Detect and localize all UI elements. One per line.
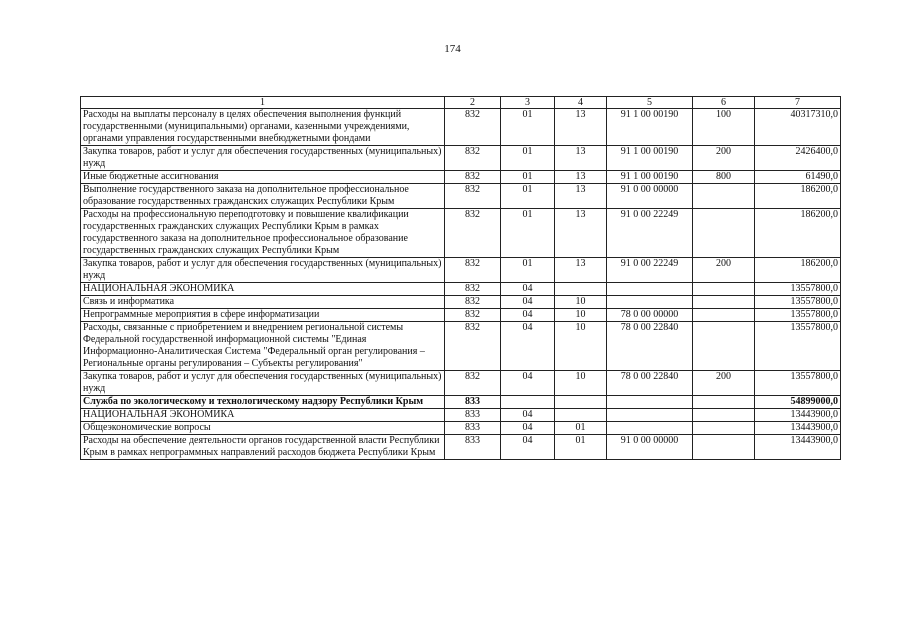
row-name-cell: Служба по экологическому и технологическому надзору Республики Крым <box>81 396 445 409</box>
target-article-cell: 91 0 00 00000 <box>607 435 693 460</box>
amount-cell: 186200,0 <box>755 258 841 283</box>
budget-table <box>80 96 841 460</box>
table-row <box>81 171 841 184</box>
section-cell: 01 <box>501 258 555 283</box>
target-article-cell: 91 1 00 00190 <box>607 146 693 171</box>
subsection-cell <box>555 396 607 409</box>
expense-type-cell <box>693 409 755 422</box>
section-cell: 04 <box>501 435 555 460</box>
section-cell: 04 <box>501 422 555 435</box>
target-article-cell: 78 0 00 22840 <box>607 322 693 371</box>
gr-cell: 832 <box>445 322 501 371</box>
target-article-cell <box>607 409 693 422</box>
expense-type-cell <box>693 322 755 371</box>
expense-type-cell: 200 <box>693 146 755 171</box>
amount-cell: 54899000,0 <box>755 396 841 409</box>
subsection-cell <box>555 283 607 296</box>
section-cell: 04 <box>501 409 555 422</box>
section-cell: 04 <box>501 309 555 322</box>
amount-cell: 61490,0 <box>755 171 841 184</box>
table-row <box>81 184 841 209</box>
column-header: 7 <box>755 97 841 109</box>
subsection-cell: 10 <box>555 322 607 371</box>
gr-cell: 833 <box>445 422 501 435</box>
target-article-cell: 91 1 00 00190 <box>607 171 693 184</box>
section-cell: 01 <box>501 171 555 184</box>
column-header: 4 <box>555 97 607 109</box>
gr-cell: 833 <box>445 409 501 422</box>
subsection-cell: 10 <box>555 296 607 309</box>
section-cell: 04 <box>501 371 555 396</box>
gr-cell: 832 <box>445 309 501 322</box>
gr-cell: 832 <box>445 283 501 296</box>
expense-type-cell: 200 <box>693 371 755 396</box>
row-name-cell: Расходы, связанные с приобретением и внедрением региональной системы Федеральной государственной информационной системы "Единая Информационно-Аналитическая Система "Федеральный орган регулирования – Региональные органы регулирования – Субъекты регулирования" <box>81 322 445 371</box>
gr-cell: 833 <box>445 396 501 409</box>
row-name-cell: Закупка товаров, работ и услуг для обеспечения государственных (муниципальных) нужд <box>81 258 445 283</box>
amount-cell: 186200,0 <box>755 184 841 209</box>
target-article-cell: 91 1 00 00190 <box>607 109 693 146</box>
subsection-cell: 01 <box>555 422 607 435</box>
section-cell: 01 <box>501 209 555 258</box>
expense-type-cell <box>693 209 755 258</box>
gr-cell: 832 <box>445 109 501 146</box>
expense-type-cell <box>693 296 755 309</box>
subsection-cell: 13 <box>555 171 607 184</box>
gr-cell: 832 <box>445 296 501 309</box>
amount-cell: 2426400,0 <box>755 146 841 171</box>
subsection-cell: 13 <box>555 209 607 258</box>
subsection-cell: 13 <box>555 146 607 171</box>
row-name-cell: Расходы на профессиональную переподготовку и повышение квалификации государственных гражданских служащих Республики Крым в рамках государственного заказа на дополнительное профессиональное образование государственных гражданских служащих Республики Крым <box>81 209 445 258</box>
subsection-cell: 13 <box>555 258 607 283</box>
table-row <box>81 296 841 309</box>
amount-cell: 186200,0 <box>755 209 841 258</box>
header-row <box>81 97 841 109</box>
amount-cell: 13557800,0 <box>755 309 841 322</box>
expense-type-cell: 800 <box>693 171 755 184</box>
target-article-cell: 78 0 00 00000 <box>607 309 693 322</box>
subsection-cell: 01 <box>555 435 607 460</box>
target-article-cell: 91 0 00 00000 <box>607 184 693 209</box>
column-header: 6 <box>693 97 755 109</box>
expense-type-cell <box>693 184 755 209</box>
table-row <box>81 309 841 322</box>
gr-cell: 832 <box>445 209 501 258</box>
expense-type-cell <box>693 422 755 435</box>
row-name-cell: Расходы на обеспечение деятельности органов государственной власти Республики Крым в рамках непрограммных направлений расходов бюджета Республики Крым <box>81 435 445 460</box>
amount-cell: 13443900,0 <box>755 409 841 422</box>
amount-cell: 13443900,0 <box>755 422 841 435</box>
row-name-cell: Непрограммные мероприятия в сфере информатизации <box>81 309 445 322</box>
column-header: 1 <box>81 97 445 109</box>
table-row <box>81 371 841 396</box>
subsection-cell <box>555 409 607 422</box>
target-article-cell: 91 0 00 22249 <box>607 209 693 258</box>
table-row <box>81 209 841 258</box>
amount-cell: 13557800,0 <box>755 371 841 396</box>
expense-type-cell <box>693 309 755 322</box>
table-row <box>81 435 841 460</box>
target-article-cell <box>607 296 693 309</box>
expense-type-cell <box>693 396 755 409</box>
expense-type-cell <box>693 283 755 296</box>
amount-cell: 13443900,0 <box>755 435 841 460</box>
row-name-cell: Закупка товаров, работ и услуг для обеспечения государственных (муниципальных) нужд <box>81 371 445 396</box>
gr-cell: 833 <box>445 435 501 460</box>
table-row <box>81 396 841 409</box>
amount-cell: 40317310,0 <box>755 109 841 146</box>
amount-cell: 13557800,0 <box>755 296 841 309</box>
section-cell: 04 <box>501 296 555 309</box>
row-name-cell: Расходы на выплаты персоналу в целях обеспечения выполнения функций государственными (муниципальными) органами, казенными учреждениями, органами управления государственными внебюджетными фондами <box>81 109 445 146</box>
section-cell: 04 <box>501 322 555 371</box>
target-article-cell <box>607 396 693 409</box>
subsection-cell: 10 <box>555 309 607 322</box>
page-number: 174 <box>444 43 461 55</box>
table-row <box>81 258 841 283</box>
row-name-cell: Выполнение государственного заказа на дополнительное профессиональное образование государственных гражданских служащих Республики Крым <box>81 184 445 209</box>
expense-type-cell: 200 <box>693 258 755 283</box>
section-cell: 01 <box>501 146 555 171</box>
gr-cell: 832 <box>445 146 501 171</box>
target-article-cell: 78 0 00 22840 <box>607 371 693 396</box>
row-name-cell: Связь и информатика <box>81 296 445 309</box>
section-cell: 01 <box>501 184 555 209</box>
column-header: 3 <box>501 97 555 109</box>
target-article-cell: 91 0 00 22249 <box>607 258 693 283</box>
gr-cell: 832 <box>445 371 501 396</box>
section-cell: 01 <box>501 109 555 146</box>
gr-cell: 832 <box>445 171 501 184</box>
row-name-cell: Закупка товаров, работ и услуг для обеспечения государственных (муниципальных) нужд <box>81 146 445 171</box>
target-article-cell <box>607 422 693 435</box>
subsection-cell: 13 <box>555 109 607 146</box>
row-name-cell: Общеэкономические вопросы <box>81 422 445 435</box>
gr-cell: 832 <box>445 258 501 283</box>
table-row <box>81 283 841 296</box>
target-article-cell <box>607 283 693 296</box>
section-cell <box>501 396 555 409</box>
subsection-cell: 13 <box>555 184 607 209</box>
column-header: 2 <box>445 97 501 109</box>
row-name-cell: НАЦИОНАЛЬНАЯ ЭКОНОМИКА <box>81 283 445 296</box>
row-name-cell: Иные бюджетные ассигнования <box>81 171 445 184</box>
table-row <box>81 409 841 422</box>
expense-type-cell: 100 <box>693 109 755 146</box>
table-body <box>81 109 841 460</box>
amount-cell: 13557800,0 <box>755 283 841 296</box>
table-row <box>81 422 841 435</box>
table-row <box>81 322 841 371</box>
table-row <box>81 109 841 146</box>
subsection-cell: 10 <box>555 371 607 396</box>
section-cell: 04 <box>501 283 555 296</box>
row-name-cell: НАЦИОНАЛЬНАЯ ЭКОНОМИКА <box>81 409 445 422</box>
table-row <box>81 146 841 171</box>
column-header: 5 <box>607 97 693 109</box>
amount-cell: 13557800,0 <box>755 322 841 371</box>
gr-cell: 832 <box>445 184 501 209</box>
expense-type-cell <box>693 435 755 460</box>
